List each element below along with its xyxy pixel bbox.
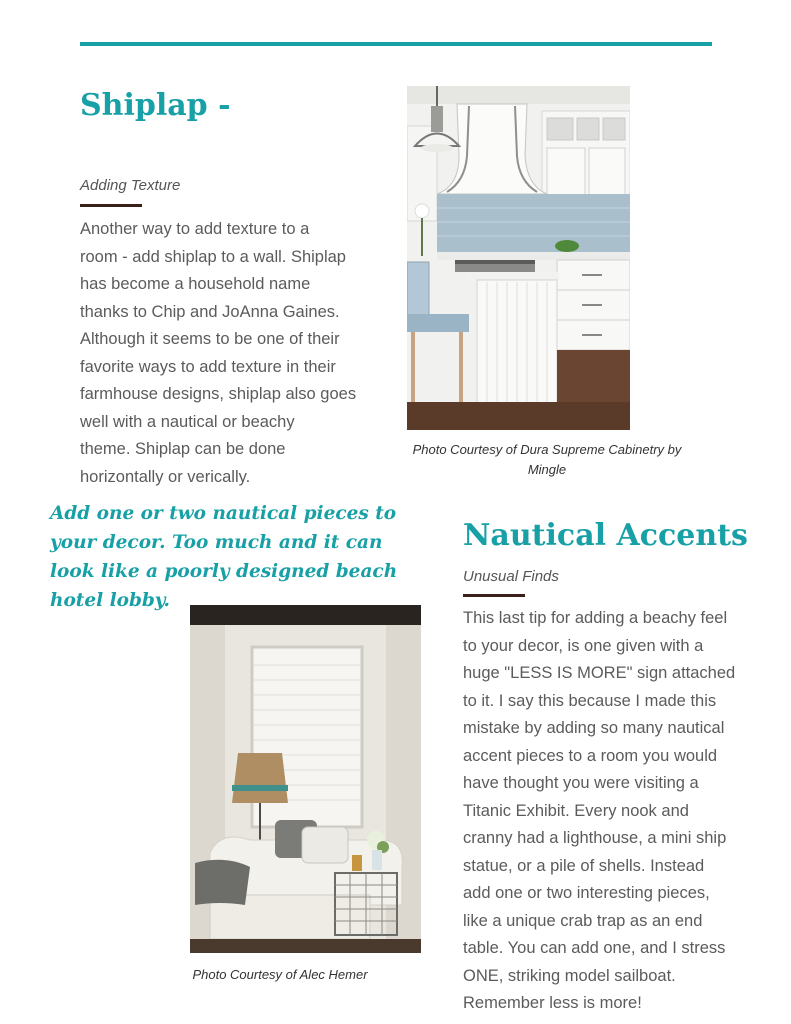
nautical-body-line: statue, or a pile of shells. Instead — [463, 856, 705, 875]
kitchen-photo-caption-line1: Photo Courtesy of Dura Supreme Cabinetry by — [412, 442, 682, 457]
nautical-body-line: have thought you were visiting a — [463, 774, 699, 792]
living-room-photo-caption: Photo Courtesy of Alec Hemer — [192, 967, 368, 982]
nautical-body-line: huge "LESS IS MORE" sign attached — [463, 664, 736, 682]
top-accent-line — [80, 42, 712, 46]
shiplap-heading: Shiplap - — [80, 88, 231, 123]
kitchen-photo-caption-line2: Mingle — [527, 462, 567, 477]
pull-quote-line: look like a poorly designed beach — [50, 561, 398, 582]
pull-quote-line: hotel lobby. — [50, 590, 170, 611]
nautical-body-line: add one or two interesting pieces, — [463, 884, 710, 902]
shiplap-body-line: horizontally or verically. — [80, 467, 251, 486]
nautical-body-line: cranny had a lighthouse, a mini ship — [463, 829, 727, 847]
shiplap-body-line: has become a household name — [80, 275, 311, 293]
nautical-body-line: mistake by adding so many nautical — [463, 719, 725, 737]
pull-quote-line: Add one or two nautical pieces to — [50, 503, 397, 524]
nautical-body-line: like a unique crab trap as an end — [463, 911, 703, 930]
shiplap-body-line: Although it seems to be one of their — [80, 330, 340, 348]
kitchen-photo — [407, 86, 630, 430]
nautical-body-line: to your decor, is one given with a — [463, 636, 704, 655]
shiplap-body-line: theme. Shiplap can be done — [80, 440, 286, 458]
shiplap-body-text — [80, 216, 400, 491]
nautical-subheading: Unusual Finds — [463, 568, 559, 585]
nautical-body-line: Titanic Exhibit. Every nook and — [463, 801, 689, 820]
nautical-heading: Nautical Accents — [463, 518, 748, 553]
nautical-subheading-rule — [463, 594, 525, 597]
pull-quote — [50, 499, 410, 615]
nautical-body-line: accent pieces to a room you would — [463, 746, 718, 765]
shiplap-subheading: Adding Texture — [80, 177, 181, 194]
shiplap-body-line: thanks to Chip and JoAnna Gaines. — [80, 302, 340, 321]
shiplap-body-line: farmhouse designs, shiplap also goes — [80, 385, 357, 403]
shiplap-body-line: favorite ways to add texture in their — [80, 357, 336, 376]
nautical-body-line: ONE, striking model sailboat. — [463, 966, 676, 985]
nautical-body-line: Remember less is more! — [463, 994, 642, 1012]
kitchen-photo-caption — [392, 440, 702, 480]
nautical-body-line: This last tip for adding a beachy feel — [463, 609, 728, 627]
nautical-body-line: table. You can add one, and I stress — [463, 939, 726, 957]
shiplap-body-line: room - add shiplap to a wall. Shiplap — [80, 247, 346, 266]
shiplap-body-line: well with a nautical or beachy — [80, 412, 295, 431]
shiplap-body-line: Another way to add texture to a — [80, 220, 310, 238]
shiplap-subheading-rule — [80, 204, 142, 207]
nautical-body-text — [463, 605, 783, 1018]
living-room-photo — [190, 605, 421, 953]
pull-quote-line: your decor. Too much and it can — [50, 532, 383, 553]
nautical-body-line: to it. I say this because I made this — [463, 691, 717, 710]
